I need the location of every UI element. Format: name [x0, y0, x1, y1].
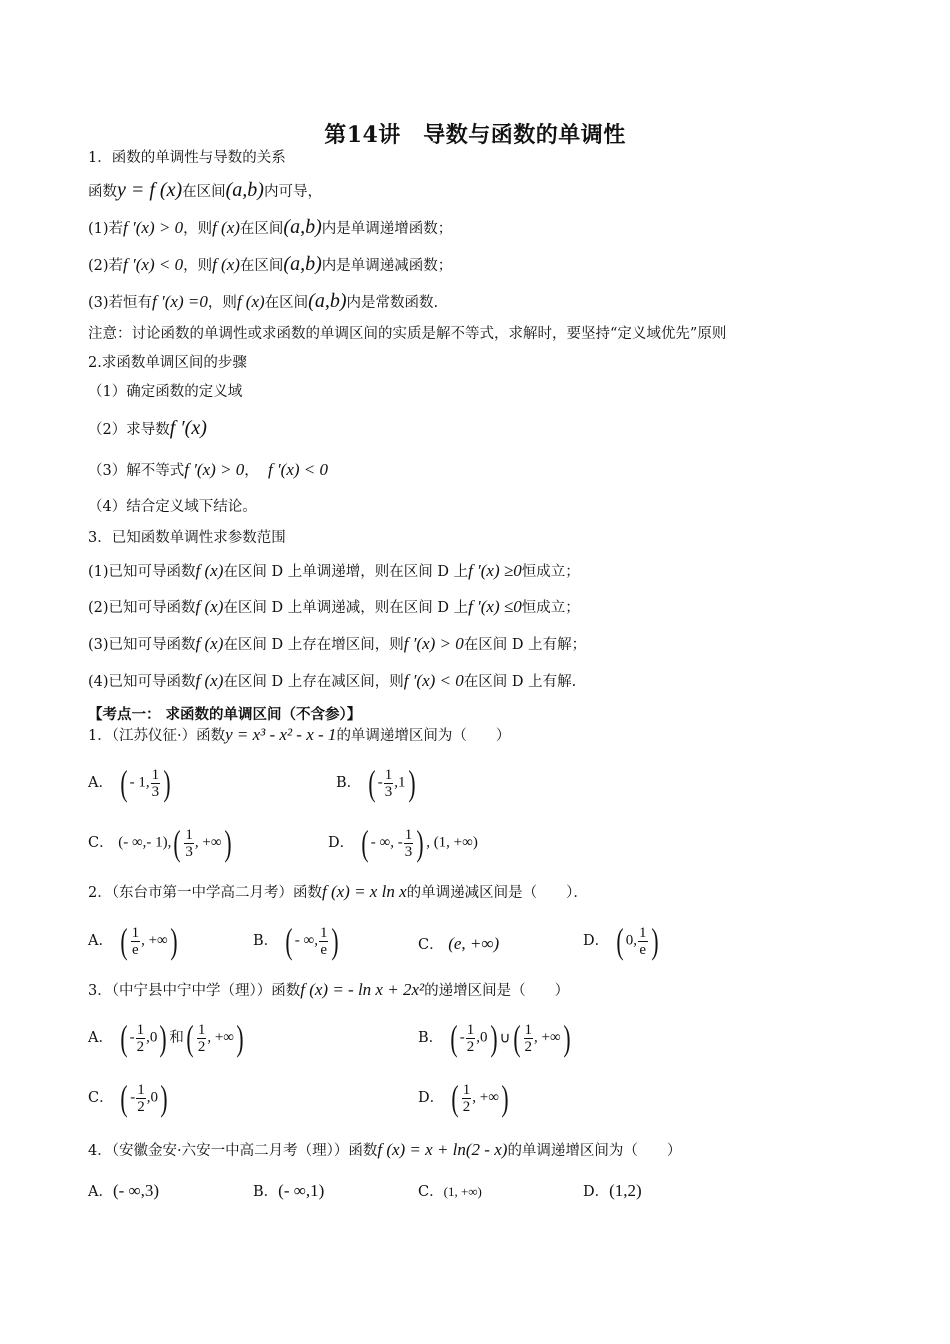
text: 在区间: [239, 221, 284, 237]
q4-option-c[interactable]: [418, 1180, 482, 1201]
key-point-heading: [88, 705, 361, 725]
math-expression: f ′(x): [169, 417, 207, 439]
denominator: 3: [404, 843, 413, 860]
step-2: [88, 418, 207, 440]
math-expression: , +∞: [207, 1029, 234, 1046]
step-1: （1）确定函数的定义域: [88, 384, 243, 400]
step-4: （4）结合定义域下结论。: [88, 499, 257, 515]
note-text: 注意：讨论函数的单调性或求函数的单调区间的实质是解不等式，求解时，要坚持“定义域优先”原则: [88, 326, 727, 342]
fraction: [404, 827, 414, 860]
math-expression: , +∞: [194, 834, 222, 851]
math-expression: -: [377, 774, 383, 791]
condition-2: [88, 254, 452, 276]
rule-4: [88, 671, 576, 692]
math-expression: (e, +∞): [448, 934, 500, 953]
math-expression: y = x³ - x² - x - 1: [225, 725, 337, 744]
math-expression: , +∞: [141, 932, 168, 949]
text: (1)若: [88, 221, 124, 237]
text: 恒成立；: [521, 600, 580, 616]
q1-option-c[interactable]: C． (- ∞,- 1),( $\frac{1}{3}$ , +∞): [88, 823, 232, 863]
fraction: [462, 1082, 472, 1115]
math-expression: (- ∞,1): [278, 1181, 325, 1200]
numerator: 1: [136, 1021, 145, 1038]
text: (3)已知可导函数: [88, 637, 196, 653]
math-expression: ,0: [146, 1029, 158, 1046]
fraction: [136, 1022, 146, 1055]
fraction: [524, 1022, 534, 1055]
rule-1: [88, 561, 580, 582]
math-expression: f (x): [212, 218, 240, 237]
math-expression: 0,: [625, 932, 637, 949]
math-expression: y = f (x): [117, 179, 183, 201]
math-expression: , (1, +∞): [426, 834, 478, 851]
math-expression: (- ∞,3): [112, 1181, 160, 1200]
q3-option-d[interactable]: D． ( $\frac{1}{2}$ , +∞): [418, 1078, 509, 1118]
math-expression: f (x) = x + ln(2 - x): [377, 1140, 508, 1159]
condition-1: [88, 217, 452, 239]
math-expression: (a,b): [283, 253, 322, 275]
q4-option-d[interactable]: [583, 1180, 642, 1201]
text: （2）求导数: [88, 422, 170, 438]
section-1-intro: [88, 180, 322, 202]
numerator: 1: [384, 766, 393, 783]
fraction: [197, 1022, 207, 1055]
math-expression: ,1: [394, 774, 406, 791]
text: (2)已知可导函数: [88, 600, 196, 616]
question-1: [88, 725, 510, 746]
numerator: 1: [197, 1021, 206, 1038]
option-label: C．: [418, 937, 444, 953]
numerator: 1: [319, 924, 328, 941]
text: （3）解不等式: [88, 463, 185, 479]
option-label: B．: [418, 1030, 444, 1046]
text: 恒成立；: [521, 564, 580, 580]
q4-option-a[interactable]: [88, 1180, 159, 1201]
section-2-heading: 2.求函数单调区间的步骤: [88, 355, 247, 371]
denominator: 2: [136, 1038, 145, 1055]
fraction: [184, 827, 194, 860]
numerator: 1: [462, 1081, 471, 1098]
numerator: 1: [404, 826, 413, 843]
text: 内是常数函数.: [346, 295, 439, 311]
math-expression: f ′(x) ≥0: [468, 561, 522, 580]
numerator: 1: [466, 1021, 475, 1038]
math-expression: f (x) = - ln x + 2x²: [300, 980, 425, 999]
q2-option-b[interactable]: B． ( - ∞, $\frac{1}{e}$ ): [253, 921, 340, 961]
math-expression: -: [130, 1089, 136, 1106]
math-expression: (a,b): [283, 216, 322, 238]
option-label: D．: [328, 835, 355, 851]
text: 在区间 D 上单调递增，则在区间 D 上: [223, 564, 469, 580]
math-expression: f ′(x) > 0: [184, 460, 245, 479]
q2-option-c[interactable]: [418, 933, 499, 954]
text: 内是单调递减函数；: [321, 258, 453, 274]
denominator: 2: [524, 1038, 532, 1055]
math-expression: f (x): [195, 671, 224, 690]
text: 内可导，: [263, 184, 322, 200]
denominator: e: [639, 941, 647, 958]
option-label: C．: [418, 1184, 444, 1200]
math-expression: , +∞: [472, 1089, 499, 1106]
fraction: [136, 1082, 146, 1115]
fraction: [638, 925, 648, 958]
option-label: D．: [583, 1184, 610, 1200]
text: 在区间 D 上有解.: [463, 674, 577, 690]
text: ，则: [183, 221, 213, 237]
denominator: 3: [185, 843, 193, 860]
option-label: B．: [336, 775, 362, 791]
text: ，: [244, 463, 259, 479]
math-expression: -: [129, 1029, 135, 1046]
text: 函数: [88, 184, 117, 200]
question-2: [88, 882, 588, 903]
math-expression: (a,b): [308, 290, 347, 312]
rule-2: [88, 597, 580, 618]
q3-option-c[interactable]: C． ( - $\frac{1}{2}$ ,0): [88, 1078, 168, 1118]
option-label: C．: [88, 835, 114, 851]
text: 3．（中宁县中宁中学（理））函数: [88, 983, 301, 999]
numerator: 1: [151, 766, 160, 783]
text: 的单调递增区间为（ ）: [507, 1143, 682, 1159]
text: 的单调递减区间是（ ）．: [406, 885, 588, 901]
q3-option-a[interactable]: A． ( - $\frac{1}{2}$ ,0) 和( $\frac{1}{2}$ , +∞): [88, 1018, 244, 1058]
denominator: e: [320, 941, 328, 958]
math-expression: (1, +∞): [443, 1184, 482, 1199]
math-expression: f (x): [212, 255, 240, 274]
q4-option-b[interactable]: [253, 1180, 324, 1201]
math-expression: (- ∞,- 1),: [118, 834, 172, 851]
text: (3)若恒有: [88, 295, 153, 311]
math-expression: ∪: [499, 1030, 511, 1047]
math-expression: f ′(x) > 0: [123, 218, 184, 237]
math-expression: f ′(x) > 0: [403, 634, 464, 653]
math-expression: f ′(x) < 0: [123, 255, 184, 274]
q2-option-d[interactable]: D． ( 0, $\frac{1}{e}$ ): [583, 921, 659, 961]
numerator: 1: [524, 1021, 532, 1038]
denominator: 2: [466, 1038, 475, 1055]
math-expression: f (x): [236, 292, 265, 311]
math-expression: ,0: [476, 1029, 488, 1046]
text: 在区间: [264, 295, 309, 311]
text: 1．（江苏仪征·）函数: [88, 728, 226, 744]
numerator: 1: [185, 826, 193, 843]
step-3: [88, 460, 328, 481]
text: 在区间: [182, 184, 226, 200]
text: 在区间 D 上存在增区间，则: [223, 637, 404, 653]
math-expression: - ∞,: [294, 932, 318, 949]
fraction: [131, 925, 141, 958]
math-expression: (1,2): [609, 1181, 642, 1200]
text: 【考点一： 求函数的单调区间（不含参）】: [88, 706, 362, 723]
question-3: [88, 980, 569, 1001]
text: 的单调递增区间为（ ）: [336, 728, 511, 744]
section-3-heading: 3．已知函数单调性求参数范围: [88, 530, 286, 546]
option-label: B．: [253, 933, 279, 949]
text: 4．（安徽金安·六安一中高二月考（理））函数: [88, 1143, 378, 1159]
fraction: [466, 1022, 476, 1055]
math-expression: f ′(x) =0: [152, 292, 208, 311]
option-label: A．: [88, 1030, 113, 1046]
numerator: 1: [639, 924, 647, 941]
text: 在区间: [239, 258, 284, 274]
question-4: [88, 1140, 681, 1161]
math-expression: , +∞: [534, 1029, 561, 1046]
fraction: [384, 767, 394, 800]
rule-3: [88, 634, 586, 655]
numerator: 1: [131, 924, 140, 941]
text: 在区间 D 上单调递减，则在区间 D 上: [223, 600, 469, 616]
math-expression: - ∞, -: [370, 834, 403, 851]
page-title: 第14讲 导数与函数的单调性: [324, 122, 626, 148]
option-label: B．: [253, 1184, 279, 1200]
section-1-heading: 1．函数的单调性与导数的关系: [88, 150, 286, 166]
denominator: 2: [462, 1098, 471, 1115]
option-label: C．: [88, 1090, 114, 1106]
text: 和: [169, 1030, 184, 1046]
q3-option-b[interactable]: B． ( - $\frac{1}{2}$ ,0) ∪( $\frac{1}{2}$ , +∞): [418, 1018, 571, 1058]
text: 在区间 D 上有解；: [463, 637, 587, 653]
denominator: 2: [197, 1038, 206, 1055]
fraction: [319, 925, 329, 958]
option-label: D．: [418, 1090, 445, 1106]
text: 2．（东台市第一中学高二月考）函数: [88, 885, 322, 901]
option-label: A．: [88, 933, 113, 949]
q2-option-a[interactable]: A． ( $\frac{1}{e}$ , +∞): [88, 921, 178, 961]
fraction: [151, 767, 161, 800]
math-expression: f (x) = x ln x: [321, 882, 407, 901]
q1-option-d[interactable]: D． ( - ∞, - $\frac{1}{3}$ ) , (1, +∞): [328, 823, 478, 863]
text: 的递增区间是（ ）: [424, 983, 570, 999]
text: ，则: [183, 258, 213, 274]
denominator: 2: [137, 1098, 145, 1115]
q1-option-a[interactable]: A． ( - 1, $\frac{1}{3}$ ): [88, 763, 171, 803]
option-label: A．: [88, 775, 113, 791]
math-expression: f (x): [195, 634, 224, 653]
math-expression: f ′(x) < 0: [403, 671, 464, 690]
numerator: 1: [137, 1081, 145, 1098]
math-expression: f ′(x) ≤0: [468, 597, 522, 616]
denominator: e: [132, 941, 139, 958]
q1-option-b[interactable]: B． ( - $\frac{1}{3}$ ,1): [336, 763, 416, 803]
denominator: 3: [384, 783, 393, 800]
denominator: 3: [151, 783, 160, 800]
text: 在区间 D 上存在减区间，则: [223, 674, 404, 690]
math-expression: f (x): [195, 561, 224, 580]
option-label: A．: [88, 1184, 113, 1200]
math-expression: - 1,: [129, 774, 150, 791]
math-expression: (a,b): [225, 179, 264, 201]
text: ，则: [207, 295, 237, 311]
text: 内是单调递增函数；: [321, 221, 453, 237]
math-expression: ,0: [146, 1089, 158, 1106]
text: (4)已知可导函数: [88, 674, 196, 690]
option-label: D．: [583, 933, 610, 949]
math-expression: f (x): [195, 597, 224, 616]
math-expression: -: [459, 1029, 465, 1046]
text: (2)若: [88, 258, 124, 274]
condition-3: [88, 291, 438, 313]
math-expression: f ′(x) < 0: [267, 460, 329, 479]
text: (1)已知可导函数: [88, 564, 196, 580]
